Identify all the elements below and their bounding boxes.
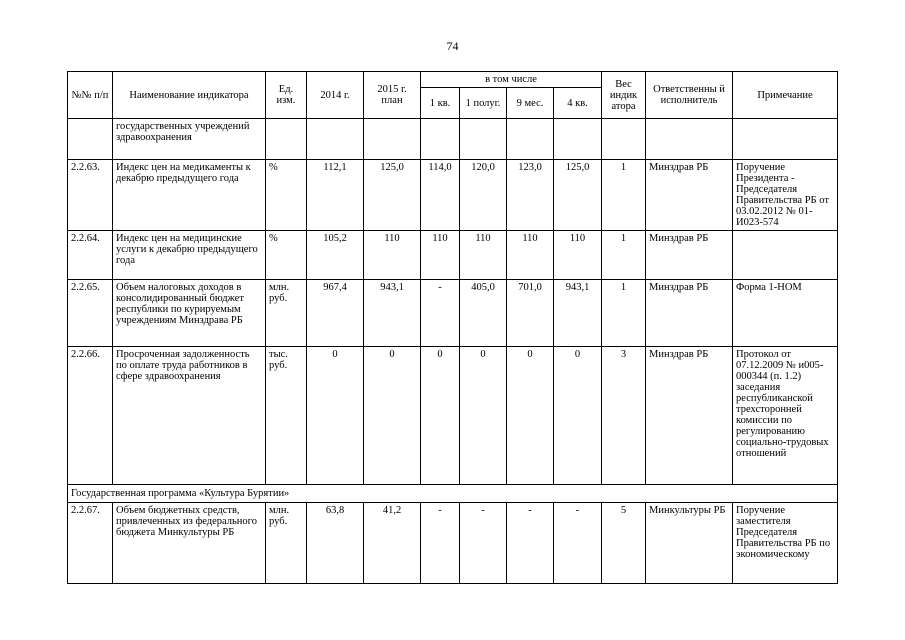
cell-unit xyxy=(266,119,307,160)
table-row xyxy=(68,347,838,485)
cell-h1: 0 xyxy=(460,347,507,485)
cell-y2014: 105,2 xyxy=(307,231,364,280)
cell-m9: 123,0 xyxy=(507,160,554,231)
cell-q4: 125,0 xyxy=(554,160,602,231)
cell-note: Протокол от 07.12.2009 № и005-000344 (п. 1.2) заседания республиканской трехсторонней комиссии по регулированию социально-трудовых отношений xyxy=(733,347,838,485)
cell-num: 2.2.65. xyxy=(68,280,113,347)
header-9m: 9 мес. xyxy=(507,88,554,119)
cell-y2015: 0 xyxy=(364,347,421,485)
header-including: в том числе xyxy=(421,72,602,88)
header-name: Наименование индикатора xyxy=(113,72,266,119)
cell-weight: 1 xyxy=(602,231,646,280)
cell-y2015 xyxy=(364,119,421,160)
header-2015: 2015 г. план xyxy=(364,72,421,119)
cell-m9: - xyxy=(507,503,554,584)
header-q4: 4 кв. xyxy=(554,88,602,119)
cell-resp: Минздрав РБ xyxy=(646,231,733,280)
header-h1: 1 полуг. xyxy=(460,88,507,119)
cell-q4: 0 xyxy=(554,347,602,485)
cell-resp: Минкультуры РБ xyxy=(646,503,733,584)
cell-h1: - xyxy=(460,503,507,584)
cell-name: Объем налоговых доходов в консолидированный бюджет республики по курируемым учреждениям Минздрава РБ xyxy=(113,280,266,347)
cell-name: Просроченная задолженность по оплате труда работников в сфере здравоохранения xyxy=(113,347,266,485)
cell-h1: 110 xyxy=(460,231,507,280)
table-row xyxy=(68,280,838,347)
cell-weight xyxy=(602,119,646,160)
cell-m9: 110 xyxy=(507,231,554,280)
cell-h1 xyxy=(460,119,507,160)
cell-weight: 3 xyxy=(602,347,646,485)
cell-m9: 0 xyxy=(507,347,554,485)
cell-note xyxy=(733,231,838,280)
cell-h1: 405,0 xyxy=(460,280,507,347)
cell-q4: 110 xyxy=(554,231,602,280)
header-2014: 2014 г. xyxy=(307,72,364,119)
cell-y2015: 41,2 xyxy=(364,503,421,584)
cell-num: 2.2.63. xyxy=(68,160,113,231)
indicator-table xyxy=(67,71,838,584)
cell-q1: 110 xyxy=(421,231,460,280)
cell-note: Форма 1-НОМ xyxy=(733,280,838,347)
cell-y2014: 0 xyxy=(307,347,364,485)
cell-y2015: 125,0 xyxy=(364,160,421,231)
header-responsible: Ответственны й исполнитель xyxy=(646,72,733,119)
cell-note: Поручение Президента - Председателя Правительства РБ от 03.02.2012 № 01-И023-574 xyxy=(733,160,838,231)
cell-weight: 5 xyxy=(602,503,646,584)
cell-name: Индекс цен на медикаменты к декабрю предыдущего года xyxy=(113,160,266,231)
cell-q1: 0 xyxy=(421,347,460,485)
cell-resp xyxy=(646,119,733,160)
cell-name: Объем бюджетных средств, привлеченных из федерального бюджета Минкультуры РБ xyxy=(113,503,266,584)
table-row xyxy=(68,160,838,231)
header-num: №№ п/п xyxy=(68,72,113,119)
cell-q1: - xyxy=(421,280,460,347)
cell-unit: % xyxy=(266,160,307,231)
section-row xyxy=(68,485,838,503)
cell-name: Индекс цен на медицинские услуги к декабрю предыдущего года xyxy=(113,231,266,280)
cell-y2014: 967,4 xyxy=(307,280,364,347)
cell-num: 2.2.66. xyxy=(68,347,113,485)
cell-note: Поручение заместителя Председателя Правительства РБ по экономическому xyxy=(733,503,838,584)
table-header-row xyxy=(68,72,838,88)
cell-num: 2.2.67. xyxy=(68,503,113,584)
cell-q1: - xyxy=(421,503,460,584)
cell-num: 2.2.64. xyxy=(68,231,113,280)
cell-q1: 114,0 xyxy=(421,160,460,231)
cell-q4 xyxy=(554,119,602,160)
page-number: 74 xyxy=(446,39,459,53)
cell-q4: - xyxy=(554,503,602,584)
header-note: Примечание xyxy=(733,72,838,119)
table-row xyxy=(68,503,838,584)
cell-weight: 1 xyxy=(602,280,646,347)
cell-resp: Минздрав РБ xyxy=(646,347,733,485)
cell-h1: 120,0 xyxy=(460,160,507,231)
cell-m9 xyxy=(507,119,554,160)
header-weight: Вес индик атора xyxy=(602,72,646,119)
cell-y2014: 112,1 xyxy=(307,160,364,231)
cell-num xyxy=(68,119,113,160)
header-unit: Ед. изм. xyxy=(266,72,307,119)
cell-unit: млн. руб. xyxy=(266,503,307,584)
cell-unit: млн. руб. xyxy=(266,280,307,347)
cell-unit: тыс. руб. xyxy=(266,347,307,485)
cell-y2015: 943,1 xyxy=(364,280,421,347)
cell-y2015: 110 xyxy=(364,231,421,280)
cell-y2014 xyxy=(307,119,364,160)
cell-resp: Минздрав РБ xyxy=(646,160,733,231)
cell-q1 xyxy=(421,119,460,160)
cell-resp: Минздрав РБ xyxy=(646,280,733,347)
cell-note xyxy=(733,119,838,160)
header-q1: 1 кв. xyxy=(421,88,460,119)
cell-y2014: 63,8 xyxy=(307,503,364,584)
table-row xyxy=(68,119,838,160)
section-title: Государственная программа «Культура Бурятии» xyxy=(68,485,838,503)
cell-q4: 943,1 xyxy=(554,280,602,347)
cell-m9: 701,0 xyxy=(507,280,554,347)
cell-weight: 1 xyxy=(602,160,646,231)
table-row xyxy=(68,231,838,280)
cell-unit: % xyxy=(266,231,307,280)
cell-name: государственных учреждений здравоохранения xyxy=(113,119,266,160)
